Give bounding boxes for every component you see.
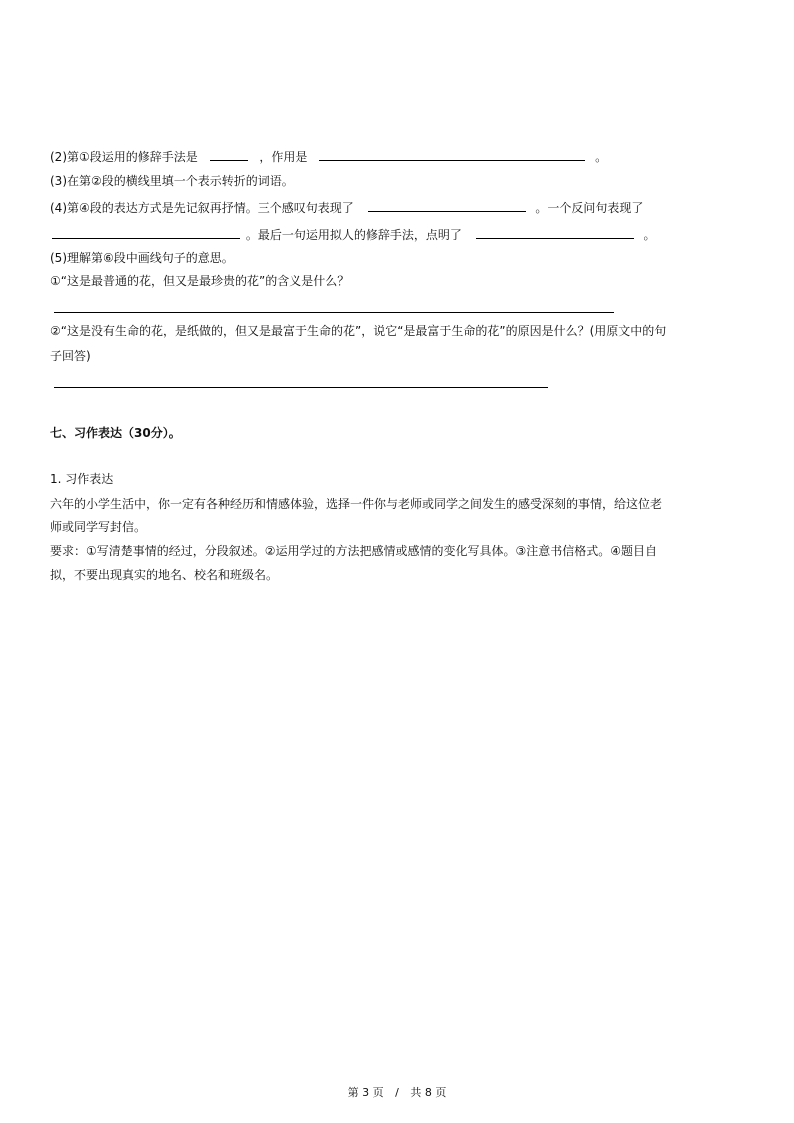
q2-text-c: 。 [595,150,608,164]
section-7-para-line-1: 六年的小学生活中，你一定有各种经历和情感体验，选择一件你与老师或同学之间发生的感受深刻的事情，给这位老 [50,497,663,511]
footer-separator: / [395,1086,399,1099]
section-7-req-line-1: 要求：①写清楚事情的经过，分段叙述。②运用学过的方法把感情或感情的变化写具体。③注意书信格式。④题目自 [50,544,658,558]
q2-blank-1[interactable] [210,148,248,161]
question-2 [50,148,607,165]
q4-text-b: 。一个反问句表现了 [535,201,644,215]
question-3: (3)在第②段的横线里填一个表示转折的词语。 [50,174,294,188]
section-7-heading: 七、习作表达（30分）。 [50,426,181,440]
q4-blank-3[interactable] [476,226,634,239]
q4-blank-1[interactable] [368,199,526,212]
answer-line-5-2[interactable] [54,387,548,388]
question-5-sub-2-line-2: 子回答) [50,349,91,363]
answer-line-5-1[interactable] [54,312,614,313]
page-footer [0,1084,794,1100]
section-7-item-title: 1. 习作表达 [50,472,114,486]
question-4-line-2 [50,226,656,243]
question-4-line-1 [50,199,643,216]
q4-text-c: 。最后一句运用拟人的修辞手法，点明了 [245,228,462,242]
section-7-para-line-2: 师或同学写封信。 [50,520,147,534]
q2-text-b: ，作用是 [259,150,308,164]
question-5-sub-2-line-1: ②“这是没有生命的花，是纸做的，但又是最富于生命的花”，说它“是最富于生命的花”的原因是什么？(用原文中的句 [50,324,667,338]
footer-total: 共 8 页 [410,1086,447,1099]
q4-text-d: 。 [643,228,656,242]
question-5-sub-1: ①“这是最普通的花，但又是最珍贵的花”的含义是什么？ [50,274,350,288]
q4-text-a: (4)第④段的表达方式是先记叙再抒情。三个感叹句表现了 [50,201,354,215]
q2-blank-2[interactable] [319,148,585,161]
q2-text-a: (2)第①段运用的修辞手法是 [50,150,198,164]
footer-page: 第 3 页 [347,1086,384,1099]
q4-blank-2[interactable] [52,226,240,239]
section-7-req-line-2: 拟，不要出现真实的地名、校名和班级名。 [50,568,279,582]
question-5: (5)理解第⑥段中画线句子的意思。 [50,251,234,265]
